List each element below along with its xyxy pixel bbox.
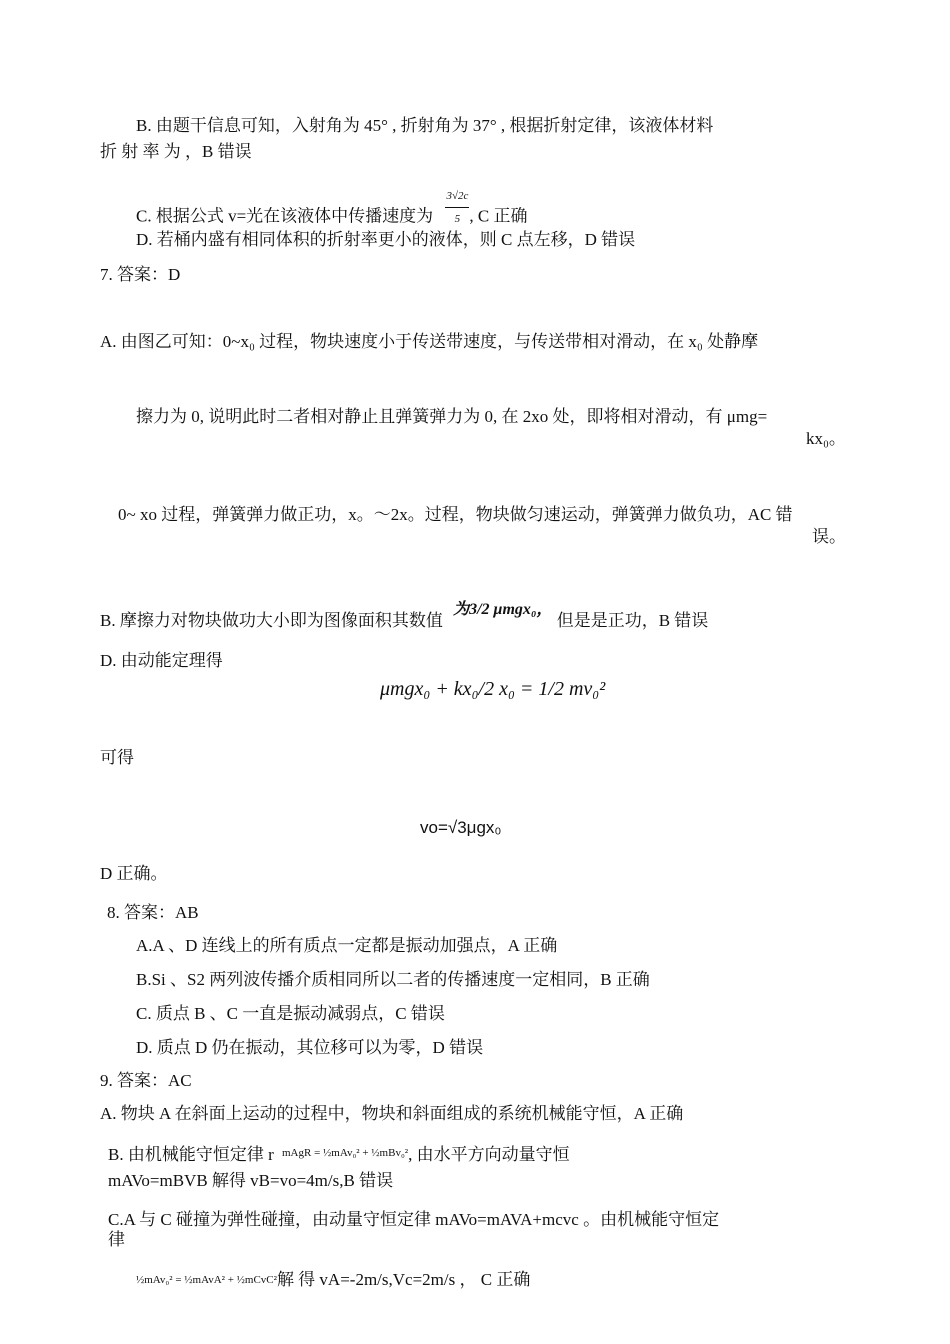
- q7-option-a-line3: 0~ xo 过程，弹簧弹力做正功，x。～2x。过程，物块做匀速运动，弹簧弹力做负功，AC 错: [118, 505, 793, 524]
- d-correct: D 正确。: [100, 864, 168, 883]
- work-value: 为3/2 μmgx₀，: [453, 601, 553, 618]
- kede-label: 可得: [100, 748, 134, 767]
- q6-option-c-text: C. 根据公式 v=光在该液体中传播速度为: [136, 206, 434, 226]
- q9-answer: 9. 答案：AC: [100, 1071, 192, 1090]
- q7-option-a-line3b: 误。: [812, 527, 846, 546]
- q6-option-b-cont: 折 射 率 为 ，B 错误: [100, 142, 252, 161]
- q9-option-c: C.A 与 C 碰撞为弹性碰撞，由动量守恒定律 mAVo=mAVA+mcvc 。由机械能守恒定: [108, 1210, 720, 1229]
- q9-option-b: [108, 1144, 570, 1168]
- q7-option-a-line2b: kx₀。: [806, 429, 846, 448]
- q9-option-c-line2: 律: [108, 1230, 125, 1249]
- q9-option-c-result: 解 得 vA=-2m/s,Vc=2m/s ， C 正确: [276, 1270, 531, 1289]
- q8-option-b: B.Si 、S2 两列波传播介质相同所以二者的传播速度一定相同，B 正确: [136, 970, 650, 989]
- q9-option-b-line2: mAVo=mBVB 解得 vB=vo=4m/s,B 错误: [108, 1171, 394, 1190]
- q7-answer: 7. 答案：D: [100, 265, 181, 284]
- q9-option-b-text: B. 由机械能守恒定律 r: [108, 1145, 274, 1164]
- energy-conservation-eq: mAgR = ½mAv₀² + ½mBv₀²: [282, 1147, 409, 1159]
- q9-option-c-line3: [136, 1269, 530, 1293]
- speed-fraction: [445, 185, 469, 230]
- q6-option-c-result: , C 正确: [469, 206, 528, 226]
- speed-fraction-den: 5: [454, 213, 461, 225]
- q7-option-b-result: 但是是正功，B 错误: [556, 611, 709, 630]
- q7-option-a-line2: 擦力为 0, 说明此时二者相对静止且弹簧弹力为 0, 在 2xo 处，即将相对滑动，有 μmg=: [136, 407, 768, 426]
- energy-equation: [380, 678, 605, 701]
- q7-option-b-text: B. 摩擦力对物块做功大小即为图像面积其数值: [100, 611, 443, 630]
- q6-option-b: B. 由题干信息可知，入射角为 45° , 折射角为 37° , 根据折射定律，该液体材料: [136, 116, 714, 135]
- q7-option-d: D. 由动能定理得: [100, 651, 223, 670]
- q6-option-d: D. 若桶内盛有相同体积的折射率更小的液体，则 C 点左移，D 错误: [136, 230, 636, 249]
- q7-option-b: [100, 601, 709, 633]
- q8-option-a: A.A 、D 连线上的所有质点一定都是振动加强点，A 正确: [136, 936, 558, 955]
- q7-option-a: A. 由图乙可知：0~x₀ 过程，物块速度小于传送带速度，与传送带相对滑动，在 x₀ 处静摩: [100, 332, 759, 351]
- speed-fraction-num: 3√2c: [445, 185, 469, 208]
- q8-option-c: C. 质点 B 、C 一直是振动减弱点，C 错误: [136, 1004, 445, 1023]
- q9-option-a: A. 物块 A 在斜面上运动的过程中，物块和斜面组成的系统机械能守恒，A 正确: [100, 1104, 684, 1123]
- q8-option-d: D. 质点 D 仍在振动，其位移可以为零，D 错误: [136, 1038, 484, 1057]
- q8-answer: 8. 答案：AB: [107, 903, 199, 922]
- q9-option-b-momentum: , 由水平方向动量守恒: [408, 1145, 570, 1164]
- energy-equation-text: μmgx₀ + kx₀/2 x₀ = 1/2 mv₀²: [380, 678, 606, 700]
- elastic-energy-eq: ½mAv₀² = ½mAvA² + ½mCvC²: [136, 1274, 277, 1286]
- velocity-result: vo=√3μgx₀: [420, 818, 502, 837]
